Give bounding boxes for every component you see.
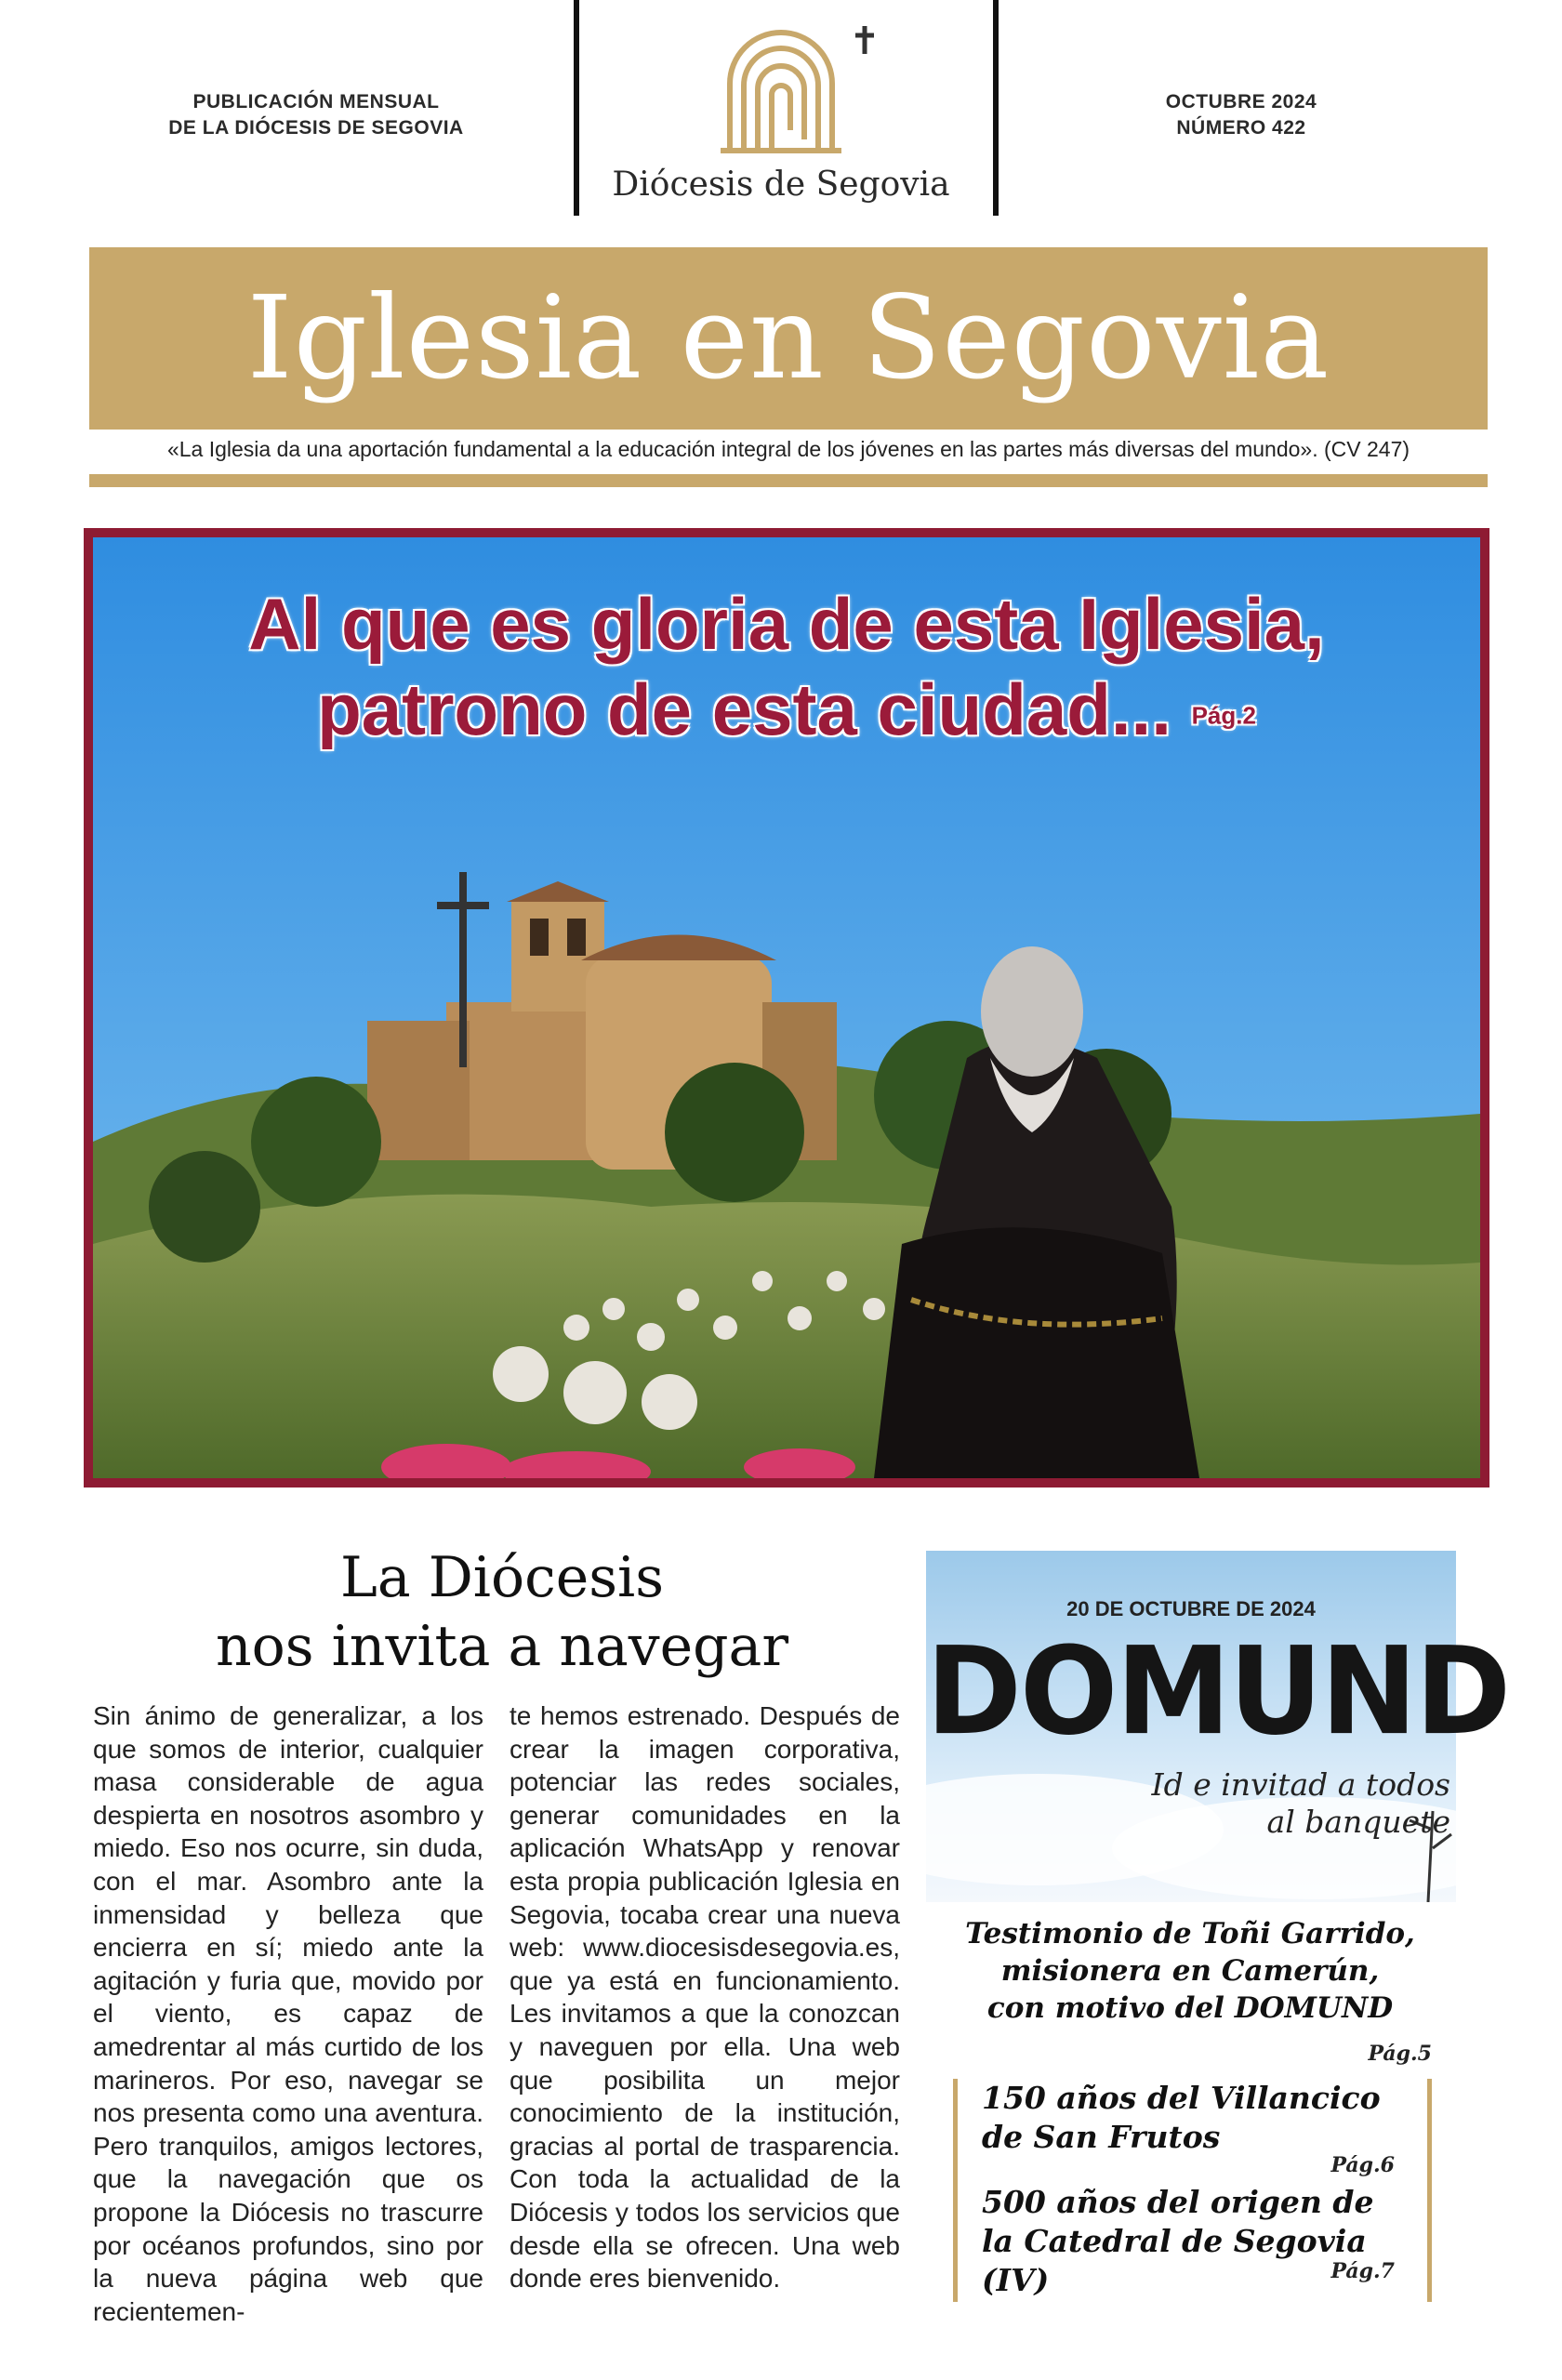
sidebar-item-2-page: Pág.7: [1330, 2259, 1395, 2283]
sidebar-box-right-border: [1427, 2079, 1432, 2302]
masthead-divider-left: [574, 0, 579, 216]
publication-line-1: PUBLICACIÓN MENSUAL: [192, 91, 440, 112]
issue-date: OCTUBRE 2024: [1165, 91, 1317, 112]
diocese-logo-icon: [716, 19, 883, 158]
sidebar-item-2-line-2: la Catedral de Segovia (IV): [982, 2223, 1367, 2298]
masthead-divider-right: [993, 0, 999, 216]
cover-headline: [93, 581, 1480, 758]
sidebar-headline[interactable]: [930, 1915, 1450, 2027]
article-title-line-2: nos invita a navegar: [215, 1614, 789, 1679]
publication-label: [139, 89, 493, 141]
sidebar-headline-line-2: misionera en Camerún,: [1000, 1954, 1380, 1988]
publication-line-2: DE LA DIÓCESIS DE SEGOVIA: [168, 117, 464, 139]
newspaper-title: Iglesia en Segovia: [246, 271, 1330, 405]
diocese-logo-text: Diócesis de Segovia: [612, 165, 950, 204]
domund-title: DOMUND: [926, 1621, 1510, 1763]
sidebar-item-1-line-2: de San Frutos: [982, 2119, 1221, 2155]
sidebar-headline-line-1: Testimonio de Toñi Garrido,: [965, 1917, 1415, 1950]
article-column-2: te hemos estrenado. Después de crear la imagen corporativa, potenciar las redes sociales, generar comunidades en la aplicación WhatsApp y renovar esta propia publicación Iglesia en Segovia, tocaba crear una nueva web: www.diocesisdesegovia.es, que ya está en funcionamiento. Les invitamos a que la conozcan y naveguen por ella. Una web que posibilita un mejor conocimiento de la institución, gracias al portal de trasparencia. Con toda la actualidad de la Diócesis y todos los servicios que desde ella se ofrecen. Una web donde eres bienvenido.: [510, 1701, 900, 2294]
article-title-line-1: La Diócesis: [340, 1545, 664, 1610]
issue-number: NÚMERO 422: [1176, 117, 1306, 139]
sidebar-item-1-line-1: 150 años del Villancico: [982, 2080, 1381, 2116]
cover-headline-line-2: patrono de esta ciudad...: [317, 668, 1172, 750]
issue-label: [1102, 89, 1381, 141]
sidebar-item-2-line-1: 500 años del origen de: [982, 2184, 1374, 2220]
cover-headline-line-1: Al que es gloria de esta Iglesia,: [248, 583, 1325, 665]
sidebar-item-villancico[interactable]: [982, 2079, 1400, 2157]
masthead-quote: «La Iglesia da una aportación fundamental a la educación integral de los jóvenes en las partes más diversas del mundo». (CV 247): [166, 437, 1410, 461]
sidebar-box-left-border: [953, 2079, 958, 2302]
sidebar-headline-line-3: con motivo del DOMUND: [986, 1991, 1394, 2025]
quote-underline: [89, 474, 1488, 487]
domund-tagline-line-1: Id e invitad a todos: [1151, 1766, 1450, 1803]
domund-date: 20 DE OCTUBRE DE 2024: [1066, 1597, 1316, 1620]
sidebar-item-1-page: Pág.6: [1330, 2153, 1395, 2177]
domund-tagline-line-2: al banquete: [1266, 1804, 1450, 1840]
article-title: [93, 1543, 911, 1681]
sidebar-headline-page: Pág.5: [1368, 2042, 1432, 2066]
article-column-1: Sin ánimo de generalizar, a los que somos de interior, cualquier masa considerable de agua despierta en nosotros asombro y miedo. Eso nos ocurre, sin duda, con el mar. Asombro ante la inmensidad y belleza que encierra en sí; miedo ante la agitación y furia que, movido por el viento, es capaz de amedrentar al más curtido de los marineros. Por eso, navegar se nos presenta como una aventura. Pero tranquilos, amigos lectores, que la navegación que os propone la Diócesis no trascurre por océanos profundos, sino por la nueva página web que recientemen-: [93, 1701, 483, 2326]
cover-page-ref: Pág.2: [1191, 701, 1256, 730]
domund-tagline: [1144, 1766, 1450, 1841]
